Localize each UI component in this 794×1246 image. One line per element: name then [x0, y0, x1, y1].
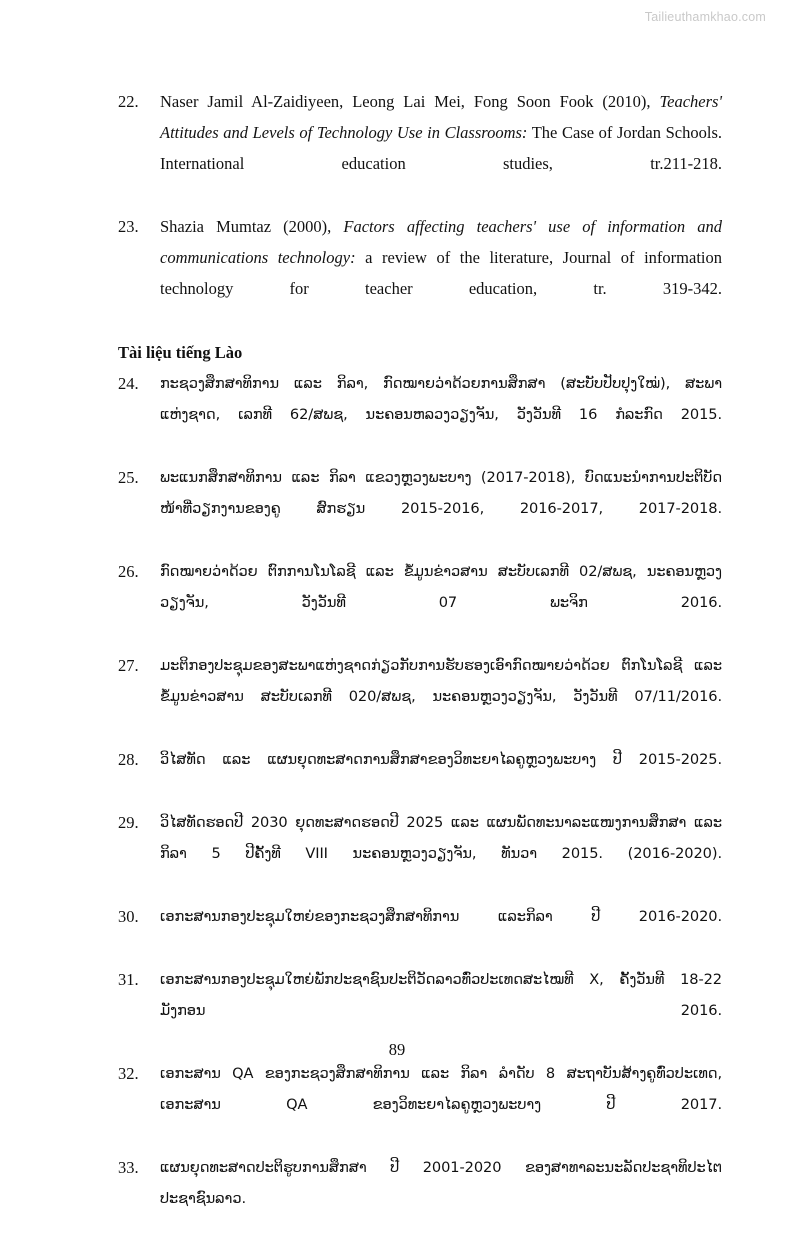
reference-item: [118, 1058, 722, 1151]
reference-text: [160, 1152, 722, 1245]
reference-number: 31.: [118, 970, 139, 989]
reference-text-segment: ເອກະສານກອງປະຊຸມໃຫຍ່ພັກປະຊາຊົນປະຕິວັດລາວທົ່ວປະເທດສະໄໝທີ X, ຄັ້ງວັນທີ 18-22 ມັງກອນ 2016.: [160, 971, 722, 1019]
reference-item: [118, 744, 722, 806]
reference-text: [160, 211, 722, 335]
reference-text-segment: ວິໄສທັດຮອດປີ 2030 ຍຸດທະສາດຮອດປີ 2025 ແລະ ແຜນພັດທະນາລະແໜງການສຶກສາ ແລະ ກິລາ 5 ປີຄັ້ງທີ VIII ນະຄອນຫຼວງວຽງຈັນ, ທັນວາ 2015. (2016-2020).: [160, 814, 722, 862]
reference-title-italic: Factors affecting teachers' use of information and communications technology:: [160, 217, 722, 267]
reference-text: [160, 744, 722, 806]
section-heading-lao-materials: Tài liệu tiếng Lào: [118, 343, 243, 362]
reference-number: 28.: [118, 750, 139, 769]
reference-number: 27.: [118, 656, 139, 675]
reference-text: [160, 1058, 722, 1151]
reference-text: [160, 86, 722, 210]
reference-number: 33.: [118, 1158, 139, 1177]
reference-text-segment: ກະຊວງສຶກສາທິການ ແລະ ກິລາ, ກົດໝາຍວ່າດ້ວຍການສຶກສາ (ສະບັບປັບປຸງໃໝ່), ສະພາແຫ່ງຊາດ, ເລກທີ 62/ສພຊ, ນະຄອນຫລວງວຽງຈັນ, ວັງວັນທີ 16 ກໍລະກົດ 2015.: [160, 375, 722, 423]
reference-number: 26.: [118, 562, 139, 581]
reference-number: 23.: [118, 217, 139, 236]
reference-item: [118, 211, 722, 335]
reference-item: [118, 650, 722, 743]
reference-text-segment: ເອກະສານກອງປະຊຸມໃຫຍ່ຂອງກະຊວງສຶກສາທິການ ແລະກິລາ ປີ 2016-2020.: [160, 908, 722, 925]
site-watermark: Tailieuthamkhao.com: [644, 10, 766, 24]
reference-item: [118, 462, 722, 555]
reference-number: 25.: [118, 468, 139, 487]
reference-text-segment: The Case of Jordan Schools. International education studies, tr.211-218.: [160, 123, 722, 173]
reference-item: [118, 368, 722, 461]
reference-text-segment: a review of the literature, Journal of information technology for teacher education, tr. 319-342.: [160, 248, 722, 298]
reference-text: [160, 368, 722, 461]
reference-item: [118, 807, 722, 900]
reference-text-segment: ມະຕິກອງປະຊຸມຂອງສະພາແຫ່ງຊາດກ່ຽວກັບການຮັບຮອງເອົາກົດໝາຍວ່າດ້ວຍ ຕົກໂນໂລຊີ ແລະ ຂໍ້ມູນຂ່າວສານ ສະບັບເລກທີ 020/ສພຊ, ນະຄອນຫຼວງວຽງຈັນ, ວັງວັນທີ 07/11/2016.: [160, 657, 722, 705]
reference-text-segment: Naser Jamil Al-Zaidiyeen, Leong Lai Mei, Fong Soon Fook (2010),: [160, 92, 660, 111]
reference-text-segment: ເອກະສານ QA ຂອງກະຊວງສຶກສາທິການ ແລະ ກິລາ ລໍາດັບ 8 ສະຖາບັນສ້າງຄູທົ່ວປະເທດ, ເອກະສານ QA ຂອງວິທະຍາໄລຄູຫຼວງພະບາງ ປີ 2017.: [160, 1065, 722, 1113]
reference-text: [160, 807, 722, 900]
reference-text-segment: ພະແນກສຶກສາທິການ ແລະ ກິລາ ແຂວງຫຼວງພະບາງ (2017-2018), ບົດແນະນໍາການປະຕິບັດໜ້າທີ່ວຽກງານຂອງຄູ ສົກຮຽນ 2015-2016, 2016-2017, 2017-2018.: [160, 469, 722, 517]
reference-number: 32.: [118, 1064, 139, 1083]
reference-text: [160, 901, 722, 963]
reference-text-segment: Shazia Mumtaz (2000),: [160, 217, 344, 236]
reference-title-italic: Teachers' Attitudes and Levels of Technology Use in Classrooms:: [160, 92, 722, 142]
reference-number: 24.: [118, 374, 139, 393]
reference-item: [118, 1152, 722, 1245]
reference-text-segment: ກົດໝາຍວ່າດ້ວຍ ຕົກການໂນໂລຊີ ແລະ ຂໍ້ມູນຂ່າວສານ ສະບັບເລກທີ 02/ສພຊ, ນະຄອນຫຼວງວຽງຈັນ, ວັງວັນທີ 07 ພະຈິກ 2016.: [160, 563, 722, 611]
reference-item: [118, 556, 722, 649]
reference-item: [118, 86, 722, 210]
reference-number: 22.: [118, 92, 139, 111]
reference-number: 29.: [118, 813, 139, 832]
reference-text-segment: ແຜນຍຸດທະສາດປະຕິຮູບການສຶກສາ ປີ 2001-2020 ຂອງສາທາລະນະລັດປະຊາທິປະໄຕ ປະຊາຊົນລາວ.: [160, 1159, 722, 1207]
reference-number: 30.: [118, 907, 139, 926]
page-number: 89: [388, 1040, 406, 1059]
reference-item: [118, 901, 722, 963]
reference-text: [160, 650, 722, 743]
reference-text-segment: ວິໄສທັດ ແລະ ແຜນຍຸດທະສາດການສຶກສາຂອງວິທະຍາໄລຄູຫຼວງພະບາງ ປີ 2015-2025.: [160, 751, 722, 768]
reference-text: [160, 462, 722, 555]
reference-text: [160, 556, 722, 649]
reference-list: [118, 86, 722, 1246]
